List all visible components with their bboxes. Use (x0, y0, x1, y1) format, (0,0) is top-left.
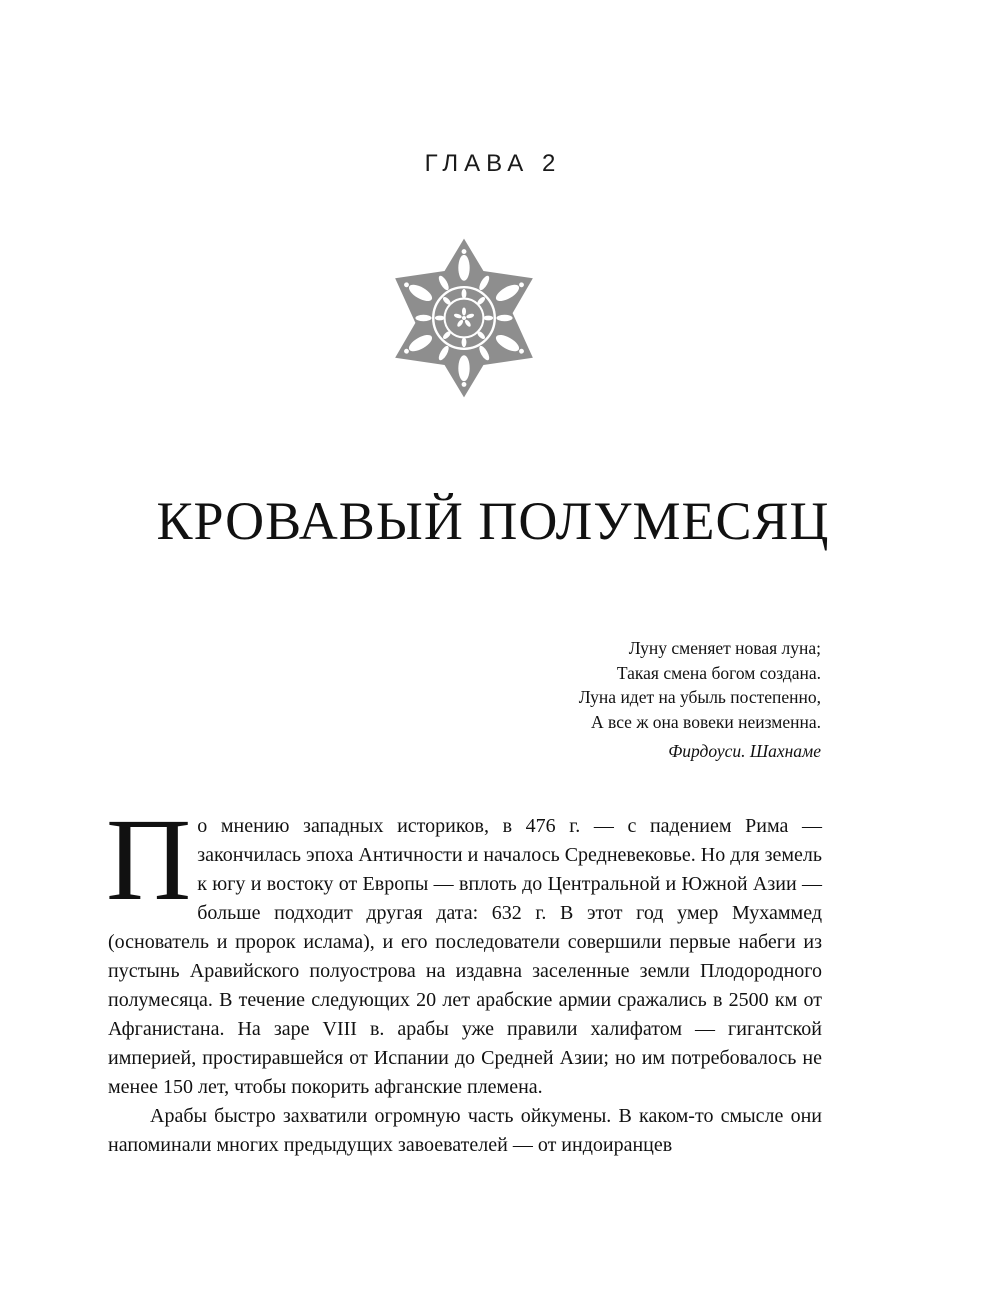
chapter-label: ГЛАВА 2 (424, 150, 562, 177)
paragraph-2: Арабы быстро захватили огромную часть ойкумены. В каком-то смысле они напоминали многих предыдущих завоевателей — от индоиранцев (108, 1105, 822, 1156)
chapter-title: КРОВАВЫЙ ПОЛУМЕСЯЦ (156, 491, 830, 551)
epigraph-line: Луну сменяет новая луна; (628, 638, 821, 658)
drop-cap: П (106, 794, 192, 925)
epigraph (381, 636, 821, 764)
epigraph-line: Луна идет на убыль постепенно, (578, 687, 821, 707)
epigraph-line: А все ж она вовеки неизменна. (591, 711, 821, 732)
epigraph-line: Такая смена богом создана. (616, 662, 821, 683)
epigraph-attribution: Фирдоуси. Шахнаме (668, 741, 821, 761)
body-text (106, 794, 822, 1160)
paragraph-1-text: о мнению западных историков, в 476 г. — с падением Рима — закончилась эпоха Античности и началось Средневековье. Но для земель к югу и востоку от Европы — вплоть до Центральной и Южной Азии — больше подходит другая дата: 632 г. В этот год умер Мухаммед (основатель и пророк ислама), и его последователи совершили первые набеги из пустынь Аравийского полуострова на издавна заселенные земли Плодородного полумесяца. В течение следующих 20 лет арабские армии сражались в 2500 км от Афганистана. На заре VIII в. арабы уже правили халифатом — гигантской империей, простиравшейся от Испании до Средней Азии; но им потребовалось не менее 150 лет, чтобы покорить афганские племена. (108, 815, 822, 1098)
mandala-ornament-icon (383, 237, 545, 399)
paragraph-1 (106, 794, 822, 1102)
